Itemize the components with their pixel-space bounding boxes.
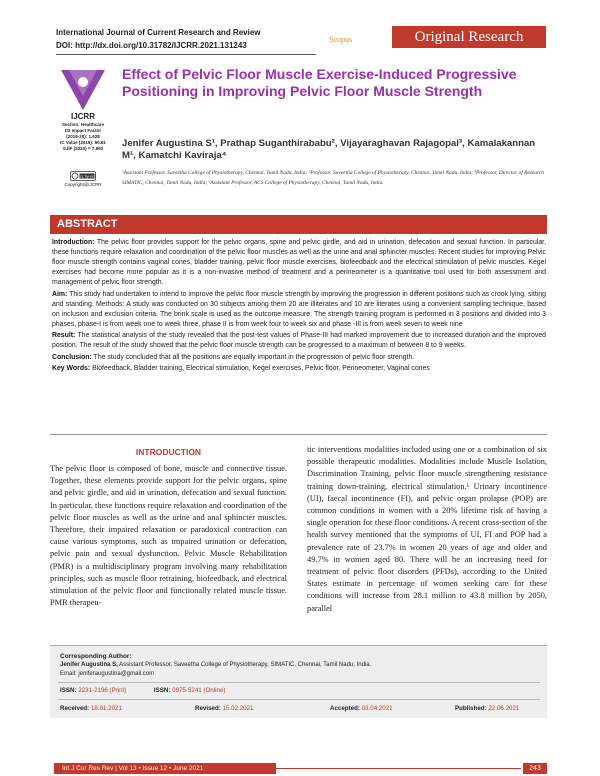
accepted-date: Accepted: 03.04.2021 xyxy=(330,705,393,712)
footer-citation: Int J Cur Res Rev | Vol 13 • Issue 12 • June 2021 xyxy=(54,763,276,774)
corresponding-author-box xyxy=(50,645,547,718)
body-column-right: tic interventions modalities included using one or a combination of six possible therapeutic modalities. Modalities include Muscle Isolation, Discrimination Training, pelvic floor muscle strengthening resistance training down-training, electrical stimulation.¹ Urinary incontinence (UI), faecal incontinence (FI), and pelvic organ prolapse (POP) are common conditions in women with a 20% lifetime risk of having a single operation for these floor conditions. A recent cross-section of the health survey mentioned that the symptoms of UI, FI and POP had a prevalence rate of 23.7% in women 20 years of age and older and 49.7% in women aged 80. There will be an increasing need for treatment of pelvic floor disorders (PFDs), according to the United States estimate in percentage of women seeking care for these conditions will increase from 28.1 million to 43.8 million by 2050, parallel xyxy=(307,445,547,613)
footer-rule xyxy=(276,768,521,769)
article-title: Effect of Pelvic Floor Muscle Exercise-Induced Progressive Positioning in Improving Pelvic Floor Muscle Strength xyxy=(122,66,517,99)
doi-link[interactable]: http://dx.doi.org/10.31782/IJCRR.2021.131243 xyxy=(75,41,247,50)
page-number: 243 xyxy=(523,763,547,774)
corr-separator-2 xyxy=(58,699,540,700)
corresponding-author-details xyxy=(60,652,540,679)
scopus-logo: Scopus xyxy=(329,35,353,44)
isi-label: ISI Impact Factor xyxy=(64,128,102,133)
abstract-divider xyxy=(50,434,547,435)
introduction-heading: INTRODUCTION xyxy=(135,447,202,457)
author-list: Jenifer Augustina S¹, Prathap Suganthirababu², Vijayaraghavan Rajagopal³, Kamalakannan M¹, Kamatchi Kaviraja⁴ xyxy=(122,138,536,161)
ic-value: IC Value (2019): 90.81 xyxy=(60,140,106,145)
creative-commons-icon xyxy=(70,171,96,181)
published-date: Published: 22.06.2021 xyxy=(455,705,520,712)
doi-label: DOI: xyxy=(56,41,73,50)
header-divider xyxy=(56,54,316,55)
abstract-heading-bar xyxy=(50,215,547,234)
abstract-keywords: Key Words: Biofeedback, Bladder training, Electrical stimulation, Kegel exercises, Pelvic floor, Perineometer, Vaginal cones xyxy=(52,365,430,373)
corresponding-title: Corresponding Author: xyxy=(60,653,132,660)
abstract-introduction: Introduction: The pelvic floor provides support for the pelvic organs, spine and pelvic girdle, and aid in urination, defecation and sexual function. In particular, these functions require relaxation and coordination of the pelvic floor muscles as well as the urine and anal sphincter muscles. Recent studies for improving Pelvic floor muscle strength contains vaginal cones, bladder training, pelvic floor muscle exercises, biofeedback and the electrical stimulation of pelvic muscles. Kegel exercises had become more popular as it is a non-invasive method of treatment and a perineometer is a quantitative tool used for both assessment and management of pelvic floor strength. xyxy=(52,239,546,286)
abstract-body xyxy=(52,238,546,376)
journal-metrics xyxy=(50,112,116,152)
issn-row: ISSN: 2231-2196 (Print) ISSN: 0975-5241 (Online) xyxy=(60,687,226,694)
abstract-result: Result: The statistical analysis of the study revealed that the post-test values of Phase-III had marked improvement due to increased duration and the improved position. The result of the study showed that the pelvic floor muscle strength can be progressed to a maximum of between 8 to 9 weeks. xyxy=(52,332,546,350)
abstract-conclusion: Conclusion: The study concluded that all the positions are equally important in the progression of pelvic floor strength. xyxy=(52,353,415,361)
abstract-aim: Aim: This study had undertaken to intend to improve the pelvic floor muscle strength by improving the progression in different positions such as crook lying, sitting and standing. Methods: A study was conducted on 30 subjects among them 20 are illiterates and 10 are literates using a convenient sampling technique, based on inclusion and exclusion criteria. The brink scale is used as the outcome measure. The strength training program is performed in 3 positions and divided into 3 phases, phase-I is from week one to week three, phase II is from week four to week six and phase -III is from week seven to week nine xyxy=(52,290,546,328)
doi-line xyxy=(56,41,247,50)
corresponding-email: Email: jeniferaugustina@gmail.com xyxy=(60,671,155,677)
isi-year: (2019-20): 1.628 xyxy=(66,134,100,139)
abstract-heading: ABSTRACT xyxy=(57,218,118,230)
corresponding-name-line: Jenifer Augustina S, Assistant Professor, Saveetha College of Physiotherapy, SIMATIC, Chennai, Tamil Nadu, India. xyxy=(60,662,372,668)
cc-label: cc by-nc xyxy=(79,174,95,179)
journal-name: International Journal of Current Research and Review xyxy=(56,28,261,37)
body-column-left: The pelvic floor is composed of bone, muscle and connective tissue. Together, these elements provide support for the pelvic organs, spine and pelvic girdle, and aid in urination, defecation and sexual function. In particular, these functions require relaxation and coordination of the pelvic floor muscles as well as the urine and anal sphincter muscles. Therefore, their impaired relaxation or paradoxical contraction can cause various symptoms, such as impaired urination or defecation, pelvic pain and sexual dysfunction. Pelvic Muscle Rehabilitation (PMR) is a multidisciplinary program involving many rehabilitation principles, such as muscle floor retraining, biofeedback, and electrical stimulation of the pelvic floor and functionally related muscle tissue. PMR therapeu- xyxy=(50,464,287,608)
affiliations: ¹Assistant Professor, Saveetha College of Physiotherapy, Chennai, Tamil Nadu, India; ²Professor, Saveetha College of Physiotherapy, Chennai, Tamil Nadu, India; ³Professor, Director of Research SIMATIC, Chennai, Tamil Nadu, India; ⁴Assistant Professor, ACS College of Physiotherapy, Chennai, Tamil Nadu, India. xyxy=(122,170,544,186)
revised-date: Revised: 15.02.2021 xyxy=(195,705,254,712)
received-date: Received: 18.01.2021 xyxy=(60,705,122,712)
copyright: Copyright@IJCRR xyxy=(64,182,102,187)
corr-separator-1 xyxy=(58,682,540,683)
section-label: Section: Healthcare xyxy=(61,122,104,127)
ijcrr-logo-icon xyxy=(55,68,111,112)
brand-name: IJCRR xyxy=(70,112,95,121)
article-type-badge: Original Research xyxy=(392,26,546,48)
sjif-value: SJIF (2020) = 7.893 xyxy=(62,146,104,151)
